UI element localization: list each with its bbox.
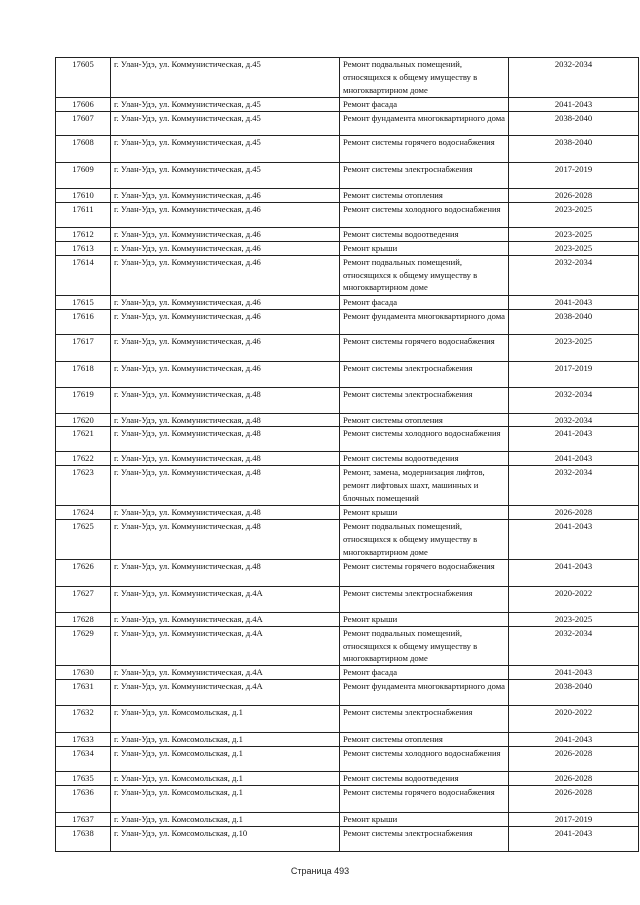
row-number: 17617: [56, 334, 111, 361]
row-period: 2026-2028: [509, 188, 639, 202]
row-number: 17638: [56, 826, 111, 851]
row-period: 2041-2043: [509, 427, 639, 452]
row-number: 17615: [56, 295, 111, 309]
row-period: 2041-2043: [509, 452, 639, 466]
table-row: [56, 135, 639, 162]
row-period: 2041-2043: [509, 826, 639, 851]
row-work-type: Ремонт системы водоотведения: [340, 452, 509, 466]
row-number: 17609: [56, 162, 111, 188]
row-period: 2041-2043: [509, 98, 639, 112]
row-address: г. Улан-Удэ, ул. Комсомольская, д.1: [111, 747, 340, 772]
row-period: 2026-2028: [509, 786, 639, 813]
row-number: 17607: [56, 111, 111, 135]
row-number: 17636: [56, 786, 111, 813]
row-number: 17633: [56, 733, 111, 747]
row-period: 2026-2028: [509, 747, 639, 772]
row-period: 2038-2040: [509, 111, 639, 135]
row-address: г. Улан-Удэ, ул. Коммунистическая, д.48: [111, 427, 340, 452]
row-work-type: Ремонт системы отопления: [340, 413, 509, 427]
row-address: г. Улан-Удэ, ул. Коммунистическая, д.46: [111, 309, 340, 334]
row-number: 17632: [56, 706, 111, 733]
table-row: [56, 188, 639, 202]
row-number: 17620: [56, 413, 111, 427]
row-period: 2038-2040: [509, 135, 639, 162]
row-number: 17626: [56, 559, 111, 586]
row-work-type: Ремонт крыши: [340, 612, 509, 626]
row-work-type: Ремонт системы отопления: [340, 188, 509, 202]
row-address: г. Улан-Удэ, ул. Коммунистическая, д.46: [111, 334, 340, 361]
row-period: 2041-2043: [509, 666, 639, 680]
row-work-type: Ремонт подвальных помещений, относящихся к общему имуществу в многоквартирном доме: [340, 58, 509, 98]
works-table: [55, 57, 639, 852]
table-row: [56, 586, 639, 612]
row-address: г. Улан-Удэ, ул. Коммунистическая, д.45: [111, 162, 340, 188]
row-address: г. Улан-Удэ, ул. Коммунистическая, д.46: [111, 255, 340, 295]
row-number: 17623: [56, 466, 111, 506]
row-work-type: Ремонт крыши: [340, 813, 509, 827]
row-number: 17616: [56, 309, 111, 334]
table-row: [56, 519, 639, 559]
table-row: [56, 98, 639, 112]
row-address: г. Улан-Удэ, ул. Коммунистическая, д.48: [111, 387, 340, 413]
row-address: г. Улан-Удэ, ул. Коммунистическая, д.46: [111, 188, 340, 202]
table-row: [56, 626, 639, 666]
row-address: г. Улан-Удэ, ул. Коммунистическая, д.4А: [111, 666, 340, 680]
row-number: 17631: [56, 680, 111, 706]
row-period: 2032-2034: [509, 413, 639, 427]
table-row: [56, 58, 639, 98]
row-period: 2023-2025: [509, 227, 639, 241]
table-row: [56, 452, 639, 466]
row-address: г. Улан-Удэ, ул. Комсомольская, д.1: [111, 786, 340, 813]
row-address: г. Улан-Удэ, ул. Коммунистическая, д.46: [111, 295, 340, 309]
row-number: 17614: [56, 255, 111, 295]
row-work-type: Ремонт системы электроснабжения: [340, 361, 509, 387]
row-period: 2023-2025: [509, 241, 639, 255]
row-address: г. Улан-Удэ, ул. Коммунистическая, д.48: [111, 506, 340, 520]
table-row: [56, 255, 639, 295]
row-work-type: Ремонт крыши: [340, 506, 509, 520]
row-work-type: Ремонт системы электроснабжения: [340, 706, 509, 733]
row-address: г. Улан-Удэ, ул. Комсомольская, д.1: [111, 733, 340, 747]
row-address: г. Улан-Удэ, ул. Коммунистическая, д.4А: [111, 626, 340, 666]
table-row: [56, 427, 639, 452]
row-address: г. Улан-Удэ, ул. Коммунистическая, д.48: [111, 413, 340, 427]
row-work-type: Ремонт подвальных помещений, относящихся к общему имуществу в многоквартирном доме: [340, 626, 509, 666]
table-row: [56, 309, 639, 334]
row-number: 17630: [56, 666, 111, 680]
table-row: [56, 772, 639, 786]
table-row: [56, 680, 639, 706]
row-address: г. Улан-Удэ, ул. Коммунистическая, д.48: [111, 452, 340, 466]
table-row: [56, 612, 639, 626]
table-row: [56, 826, 639, 851]
row-work-type: Ремонт системы холодного водоснабжения: [340, 202, 509, 227]
row-address: г. Улан-Удэ, ул. Коммунистическая, д.48: [111, 466, 340, 506]
row-work-type: Ремонт системы холодного водоснабжения: [340, 747, 509, 772]
row-period: 2032-2034: [509, 387, 639, 413]
row-work-type: Ремонт фасада: [340, 295, 509, 309]
row-period: 2017-2019: [509, 361, 639, 387]
row-period: 2020-2022: [509, 706, 639, 733]
row-number: 17637: [56, 813, 111, 827]
row-address: г. Улан-Удэ, ул. Коммунистическая, д.4А: [111, 586, 340, 612]
row-period: 2041-2043: [509, 559, 639, 586]
row-period: 2026-2028: [509, 772, 639, 786]
table-row: [56, 387, 639, 413]
table-row: [56, 747, 639, 772]
table-row: [56, 733, 639, 747]
row-work-type: Ремонт крыши: [340, 241, 509, 255]
table-row: [56, 666, 639, 680]
row-period: 2032-2034: [509, 255, 639, 295]
table-row: [56, 295, 639, 309]
table-row: [56, 413, 639, 427]
row-address: г. Улан-Удэ, ул. Коммунистическая, д.45: [111, 58, 340, 98]
table-row: [56, 706, 639, 733]
row-work-type: Ремонт фундамента многоквартирного дома: [340, 111, 509, 135]
row-period: 2041-2043: [509, 295, 639, 309]
table-row: [56, 162, 639, 188]
row-work-type: Ремонт системы электроснабжения: [340, 826, 509, 851]
row-address: г. Улан-Удэ, ул. Комсомольская, д.1: [111, 706, 340, 733]
row-number: 17606: [56, 98, 111, 112]
row-number: 17629: [56, 626, 111, 666]
row-number: 17622: [56, 452, 111, 466]
row-period: 2023-2025: [509, 202, 639, 227]
row-number: 17625: [56, 519, 111, 559]
row-period: 2023-2025: [509, 334, 639, 361]
row-work-type: Ремонт фундамента многоквартирного дома: [340, 309, 509, 334]
row-period: 2017-2019: [509, 162, 639, 188]
row-address: г. Улан-Удэ, ул. Комсомольская, д.1: [111, 813, 340, 827]
row-work-type: Ремонт системы отопления: [340, 733, 509, 747]
row-period: 2023-2025: [509, 612, 639, 626]
row-address: г. Улан-Удэ, ул. Комсомольская, д.1: [111, 772, 340, 786]
row-work-type: Ремонт фасада: [340, 98, 509, 112]
row-work-type: Ремонт системы водоотведения: [340, 227, 509, 241]
page-number: Страница 493: [290, 866, 350, 876]
row-number: 17628: [56, 612, 111, 626]
row-period: 2032-2034: [509, 58, 639, 98]
row-number: 17634: [56, 747, 111, 772]
row-work-type: Ремонт системы холодного водоснабжения: [340, 427, 509, 452]
row-period: 2032-2034: [509, 626, 639, 666]
row-number: 17624: [56, 506, 111, 520]
table-row: [56, 334, 639, 361]
table-row: [56, 202, 639, 227]
row-work-type: Ремонт системы электроснабжения: [340, 586, 509, 612]
row-address: г. Улан-Удэ, ул. Коммунистическая, д.46: [111, 202, 340, 227]
row-work-type: Ремонт системы электроснабжения: [340, 387, 509, 413]
row-work-type: Ремонт, замена, модернизация лифтов, ремонт лифтовых шахт, машинных и блочных помещений: [340, 466, 509, 506]
row-address: г. Улан-Удэ, ул. Комсомольская, д.10: [111, 826, 340, 851]
row-number: 17618: [56, 361, 111, 387]
row-address: г. Улан-Удэ, ул. Коммунистическая, д.4А: [111, 680, 340, 706]
row-work-type: Ремонт системы горячего водоснабжения: [340, 786, 509, 813]
row-work-type: Ремонт подвальных помещений, относящихся к общему имуществу в многоквартирном доме: [340, 519, 509, 559]
row-address: г. Улан-Удэ, ул. Коммунистическая, д.46: [111, 361, 340, 387]
table-row: [56, 559, 639, 586]
row-period: 2041-2043: [509, 733, 639, 747]
row-number: 17612: [56, 227, 111, 241]
row-number: 17608: [56, 135, 111, 162]
row-address: г. Улан-Удэ, ул. Коммунистическая, д.45: [111, 98, 340, 112]
table-row: [56, 466, 639, 506]
row-number: 17621: [56, 427, 111, 452]
row-address: г. Улан-Удэ, ул. Коммунистическая, д.46: [111, 241, 340, 255]
row-number: 17627: [56, 586, 111, 612]
row-address: г. Улан-Удэ, ул. Коммунистическая, д.45: [111, 111, 340, 135]
row-period: 2038-2040: [509, 309, 639, 334]
row-period: 2017-2019: [509, 813, 639, 827]
row-number: 17605: [56, 58, 111, 98]
row-number: 17613: [56, 241, 111, 255]
row-work-type: Ремонт системы горячего водоснабжения: [340, 334, 509, 361]
row-address: г. Улан-Удэ, ул. Коммунистическая, д.4А: [111, 612, 340, 626]
row-work-type: Ремонт системы водоотведения: [340, 772, 509, 786]
row-period: 2038-2040: [509, 680, 639, 706]
row-work-type: Ремонт системы горячего водоснабжения: [340, 559, 509, 586]
row-number: 17619: [56, 387, 111, 413]
row-address: г. Улан-Удэ, ул. Коммунистическая, д.46: [111, 227, 340, 241]
row-work-type: Ремонт фундамента многоквартирного дома: [340, 680, 509, 706]
row-work-type: Ремонт системы горячего водоснабжения: [340, 135, 509, 162]
table-row: [56, 361, 639, 387]
row-number: 17611: [56, 202, 111, 227]
table-row: [56, 241, 639, 255]
table-row: [56, 786, 639, 813]
row-number: 17635: [56, 772, 111, 786]
row-work-type: Ремонт системы электроснабжения: [340, 162, 509, 188]
row-period: 2026-2028: [509, 506, 639, 520]
row-period: 2020-2022: [509, 586, 639, 612]
table-row: [56, 227, 639, 241]
row-address: г. Улан-Удэ, ул. Коммунистическая, д.48: [111, 559, 340, 586]
row-work-type: Ремонт фасада: [340, 666, 509, 680]
row-number: 17610: [56, 188, 111, 202]
table-row: [56, 111, 639, 135]
row-period: 2032-2034: [509, 466, 639, 506]
row-period: 2041-2043: [509, 519, 639, 559]
row-address: г. Улан-Удэ, ул. Коммунистическая, д.45: [111, 135, 340, 162]
row-work-type: Ремонт подвальных помещений, относящихся к общему имуществу в многоквартирном доме: [340, 255, 509, 295]
table-row: [56, 506, 639, 520]
row-address: г. Улан-Удэ, ул. Коммунистическая, д.48: [111, 519, 340, 559]
table-row: [56, 813, 639, 827]
